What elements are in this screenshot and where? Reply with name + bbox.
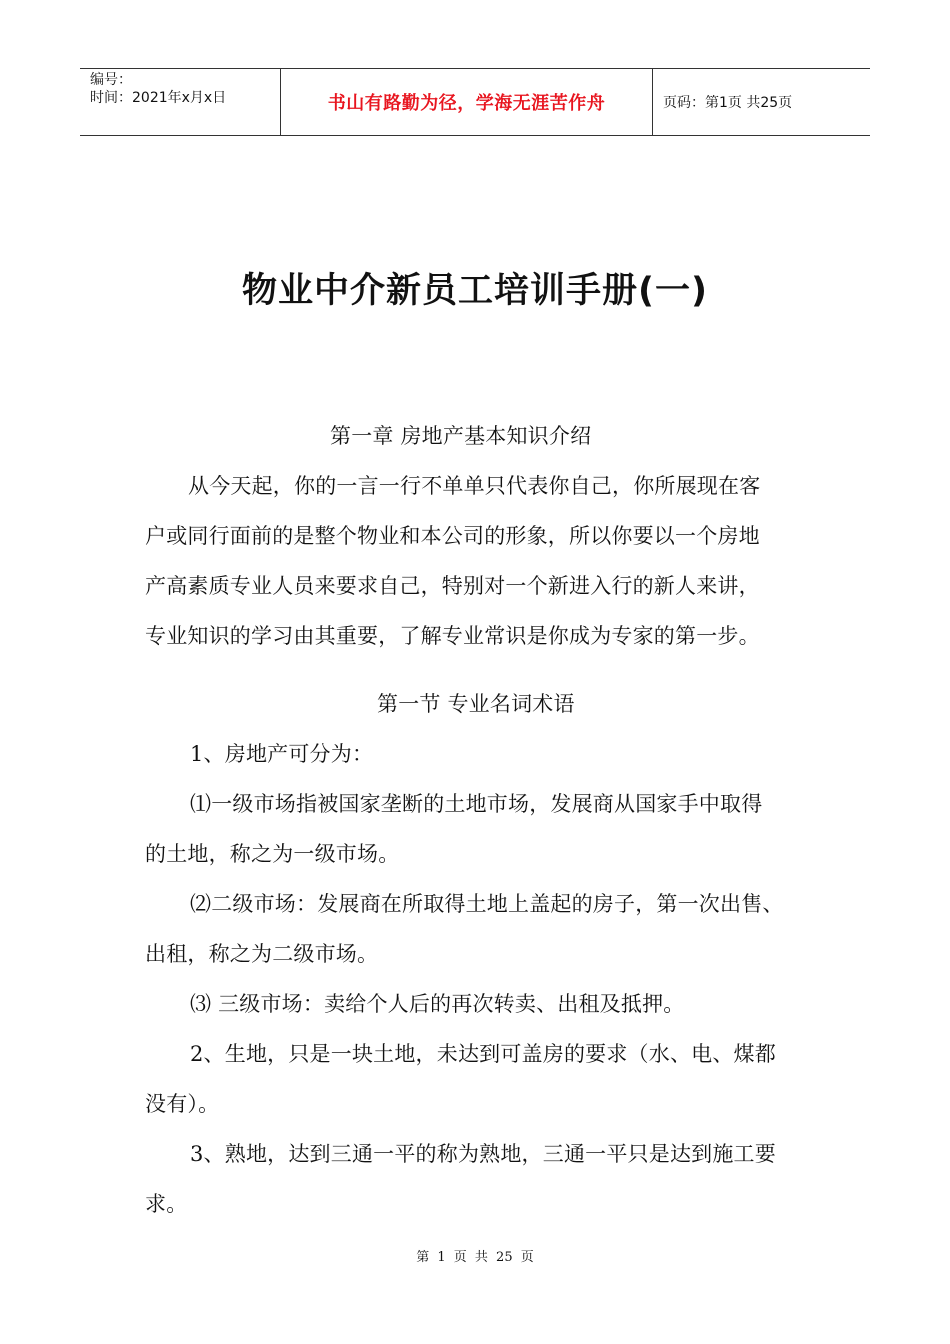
paragraph-line: 专业知识的学习由其重要，了解专业常识是你成为专家的第一步。 <box>145 624 760 648</box>
header-table <box>80 68 870 136</box>
paragraph-line: 户或同行面前的是整个物业和本公司的形象，所以你要以一个房地 <box>145 524 760 548</box>
paragraph-line: 没有）。 <box>145 1092 220 1116</box>
header-left-cell <box>80 69 281 135</box>
page-info-text: 页码：第1页 共25页 <box>663 95 793 111</box>
time-label: 时间：2021年x月x日 <box>90 90 227 106</box>
paragraph-line: 求。 <box>145 1192 188 1216</box>
paragraph-line: ⑵二级市场：发展商在所取得土地上盖起的房子，第一次出售、 <box>190 892 784 916</box>
paragraph-line: 2、生地，只是一块土地，未达到可盖房的要求（水、电、煤都 <box>190 1042 776 1066</box>
paragraph-line: 出租，称之为二级市场。 <box>145 942 379 966</box>
paragraph-line: 产高素质专业人员来要求自己，特别对一个新进入行的新人来讲， <box>145 574 760 598</box>
paragraph-line: ⑴一级市场指被国家垄断的土地市场，发展商从国家手中取得 <box>190 792 763 816</box>
motto-text: 书山有路勤为径，学海无涯苦作舟 <box>327 93 606 114</box>
paragraph-line: 从今天起，你的一言一行不单单只代表你自己，你所展现在客 <box>188 474 761 498</box>
header-page-info-cell <box>653 69 870 135</box>
paragraph-line: 的土地，称之为一级市场。 <box>145 842 400 866</box>
chapter-heading: 第一章 房地产基本知识介绍 <box>330 424 592 448</box>
paragraph-line: ⑶ 三级市场：卖给个人后的再次转卖、出租及抵押。 <box>190 992 685 1016</box>
section-heading: 第一节 专业名词术语 <box>377 692 575 716</box>
header-motto-cell <box>281 69 653 135</box>
paragraph-line: 1、房地产可分为： <box>190 742 374 766</box>
serial-number-label: 编号： <box>90 72 132 88</box>
document-title: 物业中介新员工培训手册(一) <box>242 271 708 311</box>
page-footer: 第 1 页 共 25 页 <box>416 1250 534 1265</box>
paragraph-line: 3、熟地，达到三通一平的称为熟地，三通一平只是达到施工要 <box>190 1142 776 1166</box>
